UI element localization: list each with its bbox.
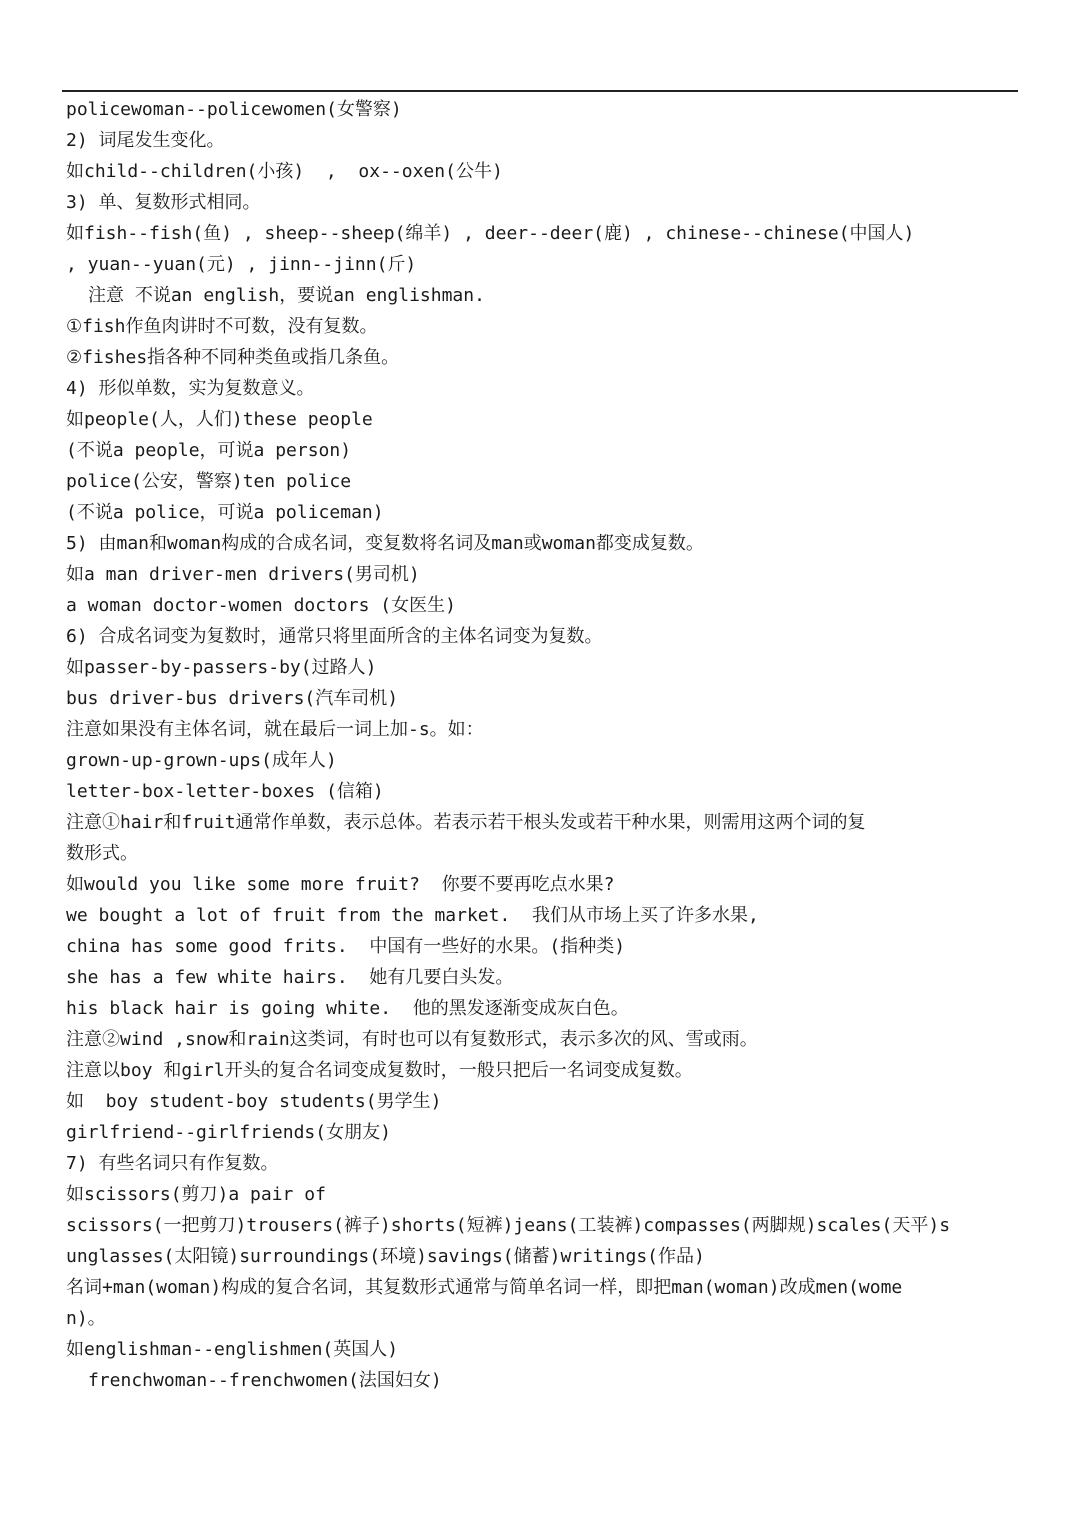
text-line: 注意②wind ,snow和rain这类词，有时也可以有复数形式，表示多次的风、雪或雨。 <box>66 1029 758 1050</box>
text-line: 注意如果没有主体名词，就在最后一词上加-s。如： <box>66 719 484 740</box>
text-line: policewoman--policewomen(女警察) <box>66 99 402 120</box>
text-line: 如passer-by-passers-by(过路人) <box>66 657 377 678</box>
text-line: 3) 单、复数形式相同。 <box>66 192 261 213</box>
text-line: 注意以boy 和girl开头的复合名词变成复数时，一般只把后一名词变成复数。 <box>66 1060 693 1081</box>
text-line: 7) 有些名词只有作复数。 <box>66 1153 279 1174</box>
text-line: 5) 由man和woman构成的合成名词，变复数将名词及man或woman都变成复数。 <box>66 533 704 554</box>
text-line: ①fish作鱼肉讲时不可数，没有复数。 <box>66 316 378 337</box>
text-line: 如fish--fish(鱼) , sheep--sheep(绵羊) , deer--deer(鹿) , chinese--chinese(中国人) <box>66 223 915 244</box>
text-line: we bought a lot of fruit from the market. 我们从市场上买了许多水果, <box>66 905 759 926</box>
text-line: she has a few white hairs. 她有几要白头发。 <box>66 967 514 988</box>
header-rule <box>62 90 1018 92</box>
text-line: 如would you like some more fruit? 你要不要再吃点水果? <box>66 874 615 895</box>
text-line: frenchwoman--frenchwomen(法国妇女) <box>88 1370 442 1391</box>
text-line: girlfriend--girlfriends(女朋友) <box>66 1122 391 1143</box>
document-body <box>66 94 1018 1396</box>
text-line: 2) 词尾发生变化。 <box>66 130 225 151</box>
text-line: 如a man driver-men drivers(男司机) <box>66 564 420 585</box>
text-line: 6) 合成名词变为复数时，通常只将里面所含的主体名词变为复数。 <box>66 626 603 647</box>
text-line: 如people(人，人们)these people <box>66 409 373 430</box>
text-line: n)。 <box>66 1308 106 1329</box>
text-line: ②fishes指各种不同种类鱼或指几条鱼。 <box>66 347 400 368</box>
text-line: 如scissors(剪刀)a pair of <box>66 1184 326 1205</box>
text-line: 如 boy student-boy students(男学生) <box>66 1091 442 1112</box>
text-line: unglasses(太阳镜)surroundings(环境)savings(储蓄)writings(作品) <box>66 1246 705 1267</box>
text-line: 名词+man(woman)构成的复合名词，其复数形式通常与简单名词一样，即把man(woman)改成men(wome <box>66 1277 903 1298</box>
text-line: , yuan--yuan(元) , jinn--jinn(斤) <box>66 254 417 275</box>
text-line: his black hair is going white. 他的黑发逐渐变成灰白色。 <box>66 998 629 1019</box>
text-line: a woman doctor-women doctors (女医生) <box>66 595 456 616</box>
text-line: china has some good frits. 中国有一些好的水果。(指种类) <box>66 936 626 957</box>
text-line: 注意 不说an english，要说an englishman. <box>88 285 485 306</box>
text-line: 如child--children(小孩) , ox--oxen(公牛) <box>66 161 503 182</box>
text-line: (不说a police，可说a policeman) <box>66 502 384 523</box>
text-line: 数形式。 <box>66 843 138 864</box>
text-line: letter-box-letter-boxes (信箱) <box>66 781 384 802</box>
text-line: 如englishman--englishmen(英国人) <box>66 1339 399 1360</box>
text-line: (不说a people，可说a person) <box>66 440 352 461</box>
text-line: bus driver-bus drivers(汽车司机) <box>66 688 399 709</box>
text-line: 注意①hair和fruit通常作单数，表示总体。若表示若干根头发或若干种水果，则需用这两个词的复 <box>66 812 866 833</box>
text-line: 4) 形似单数，实为复数意义。 <box>66 378 315 399</box>
text-line: scissors(一把剪刀)trousers(裤子)shorts(短裤)jeans(工装裤)compasses(两脚规)scales(天平)s <box>66 1215 951 1236</box>
text-line: grown-up-grown-ups(成年人) <box>66 750 337 771</box>
text-line: police(公安，警察)ten police <box>66 471 352 492</box>
